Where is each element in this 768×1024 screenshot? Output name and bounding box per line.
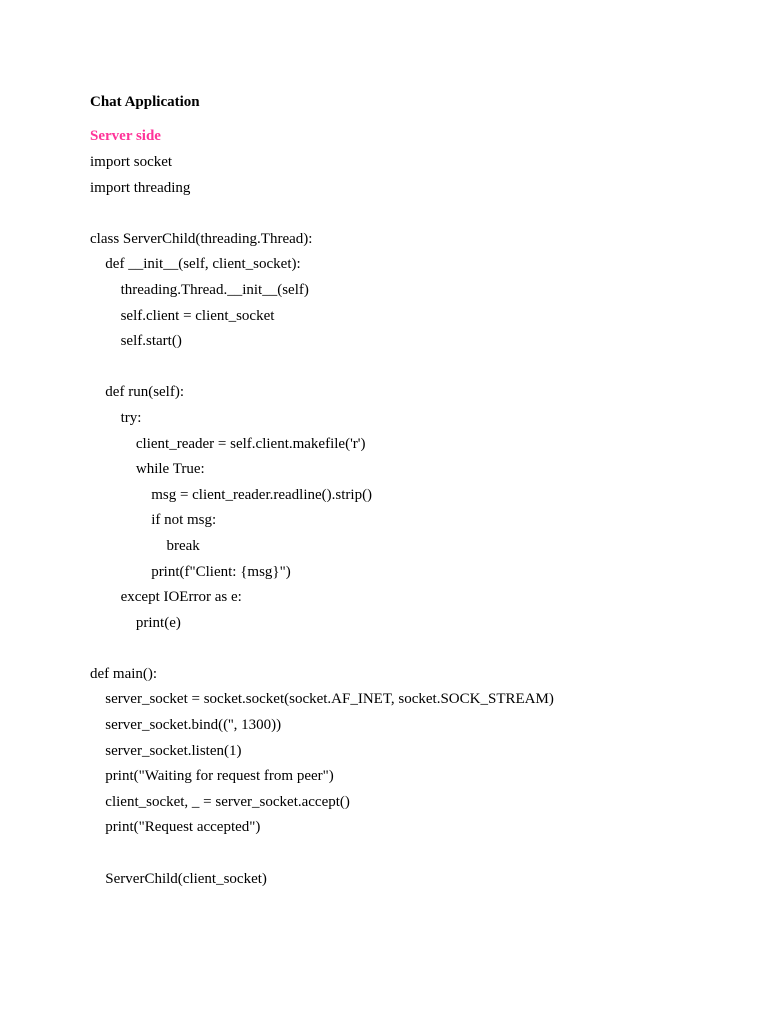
code-line [90, 204, 730, 230]
code-line [90, 844, 730, 870]
code-line: import socket [90, 154, 173, 170]
document-title: Chat Application [90, 94, 200, 110]
code-listing [90, 153, 730, 895]
code-line: threading.Thread.__init__(self) [120, 281, 309, 298]
code-line: client_reader = self.client.makefile('r') [135, 435, 366, 452]
code-line: print("Waiting for request from peer") [105, 768, 334, 785]
code-line: while True: [135, 461, 205, 478]
code-line: print(f"Client: {msg}") [151, 563, 291, 580]
code-line: self.start() [120, 333, 182, 350]
code-line: def run(self): [105, 384, 185, 401]
code-line: def main(): [90, 665, 158, 682]
code-line: import threading [90, 179, 191, 196]
code-line: server_socket.bind(('', 1300)) [105, 717, 282, 734]
code-line: client_socket, _ = server_socket.accept() [105, 793, 350, 810]
code-line: def __init__(self, client_socket): [105, 256, 301, 273]
section-heading-server-side: Server side [90, 128, 161, 144]
code-line: break [166, 537, 200, 554]
code-line: print("Request accepted") [105, 819, 261, 836]
code-line [90, 639, 730, 665]
code-line: self.client = client_socket [120, 307, 275, 324]
code-line: try: [120, 409, 142, 426]
code-line: server_socket = socket.socket(socket.AF_INET, socket.SOCK_STREAM) [105, 691, 554, 708]
code-line: class ServerChild(threading.Thread): [90, 230, 313, 247]
code-line [90, 358, 730, 384]
code-line: print(e) [135, 614, 181, 631]
code-line: ServerChild(client_socket) [105, 870, 267, 887]
code-line: except IOError as e: [120, 589, 242, 606]
code-line: server_socket.listen(1) [105, 742, 242, 759]
code-line: if not msg: [151, 512, 217, 529]
code-line: msg = client_reader.readline().strip() [151, 486, 373, 503]
